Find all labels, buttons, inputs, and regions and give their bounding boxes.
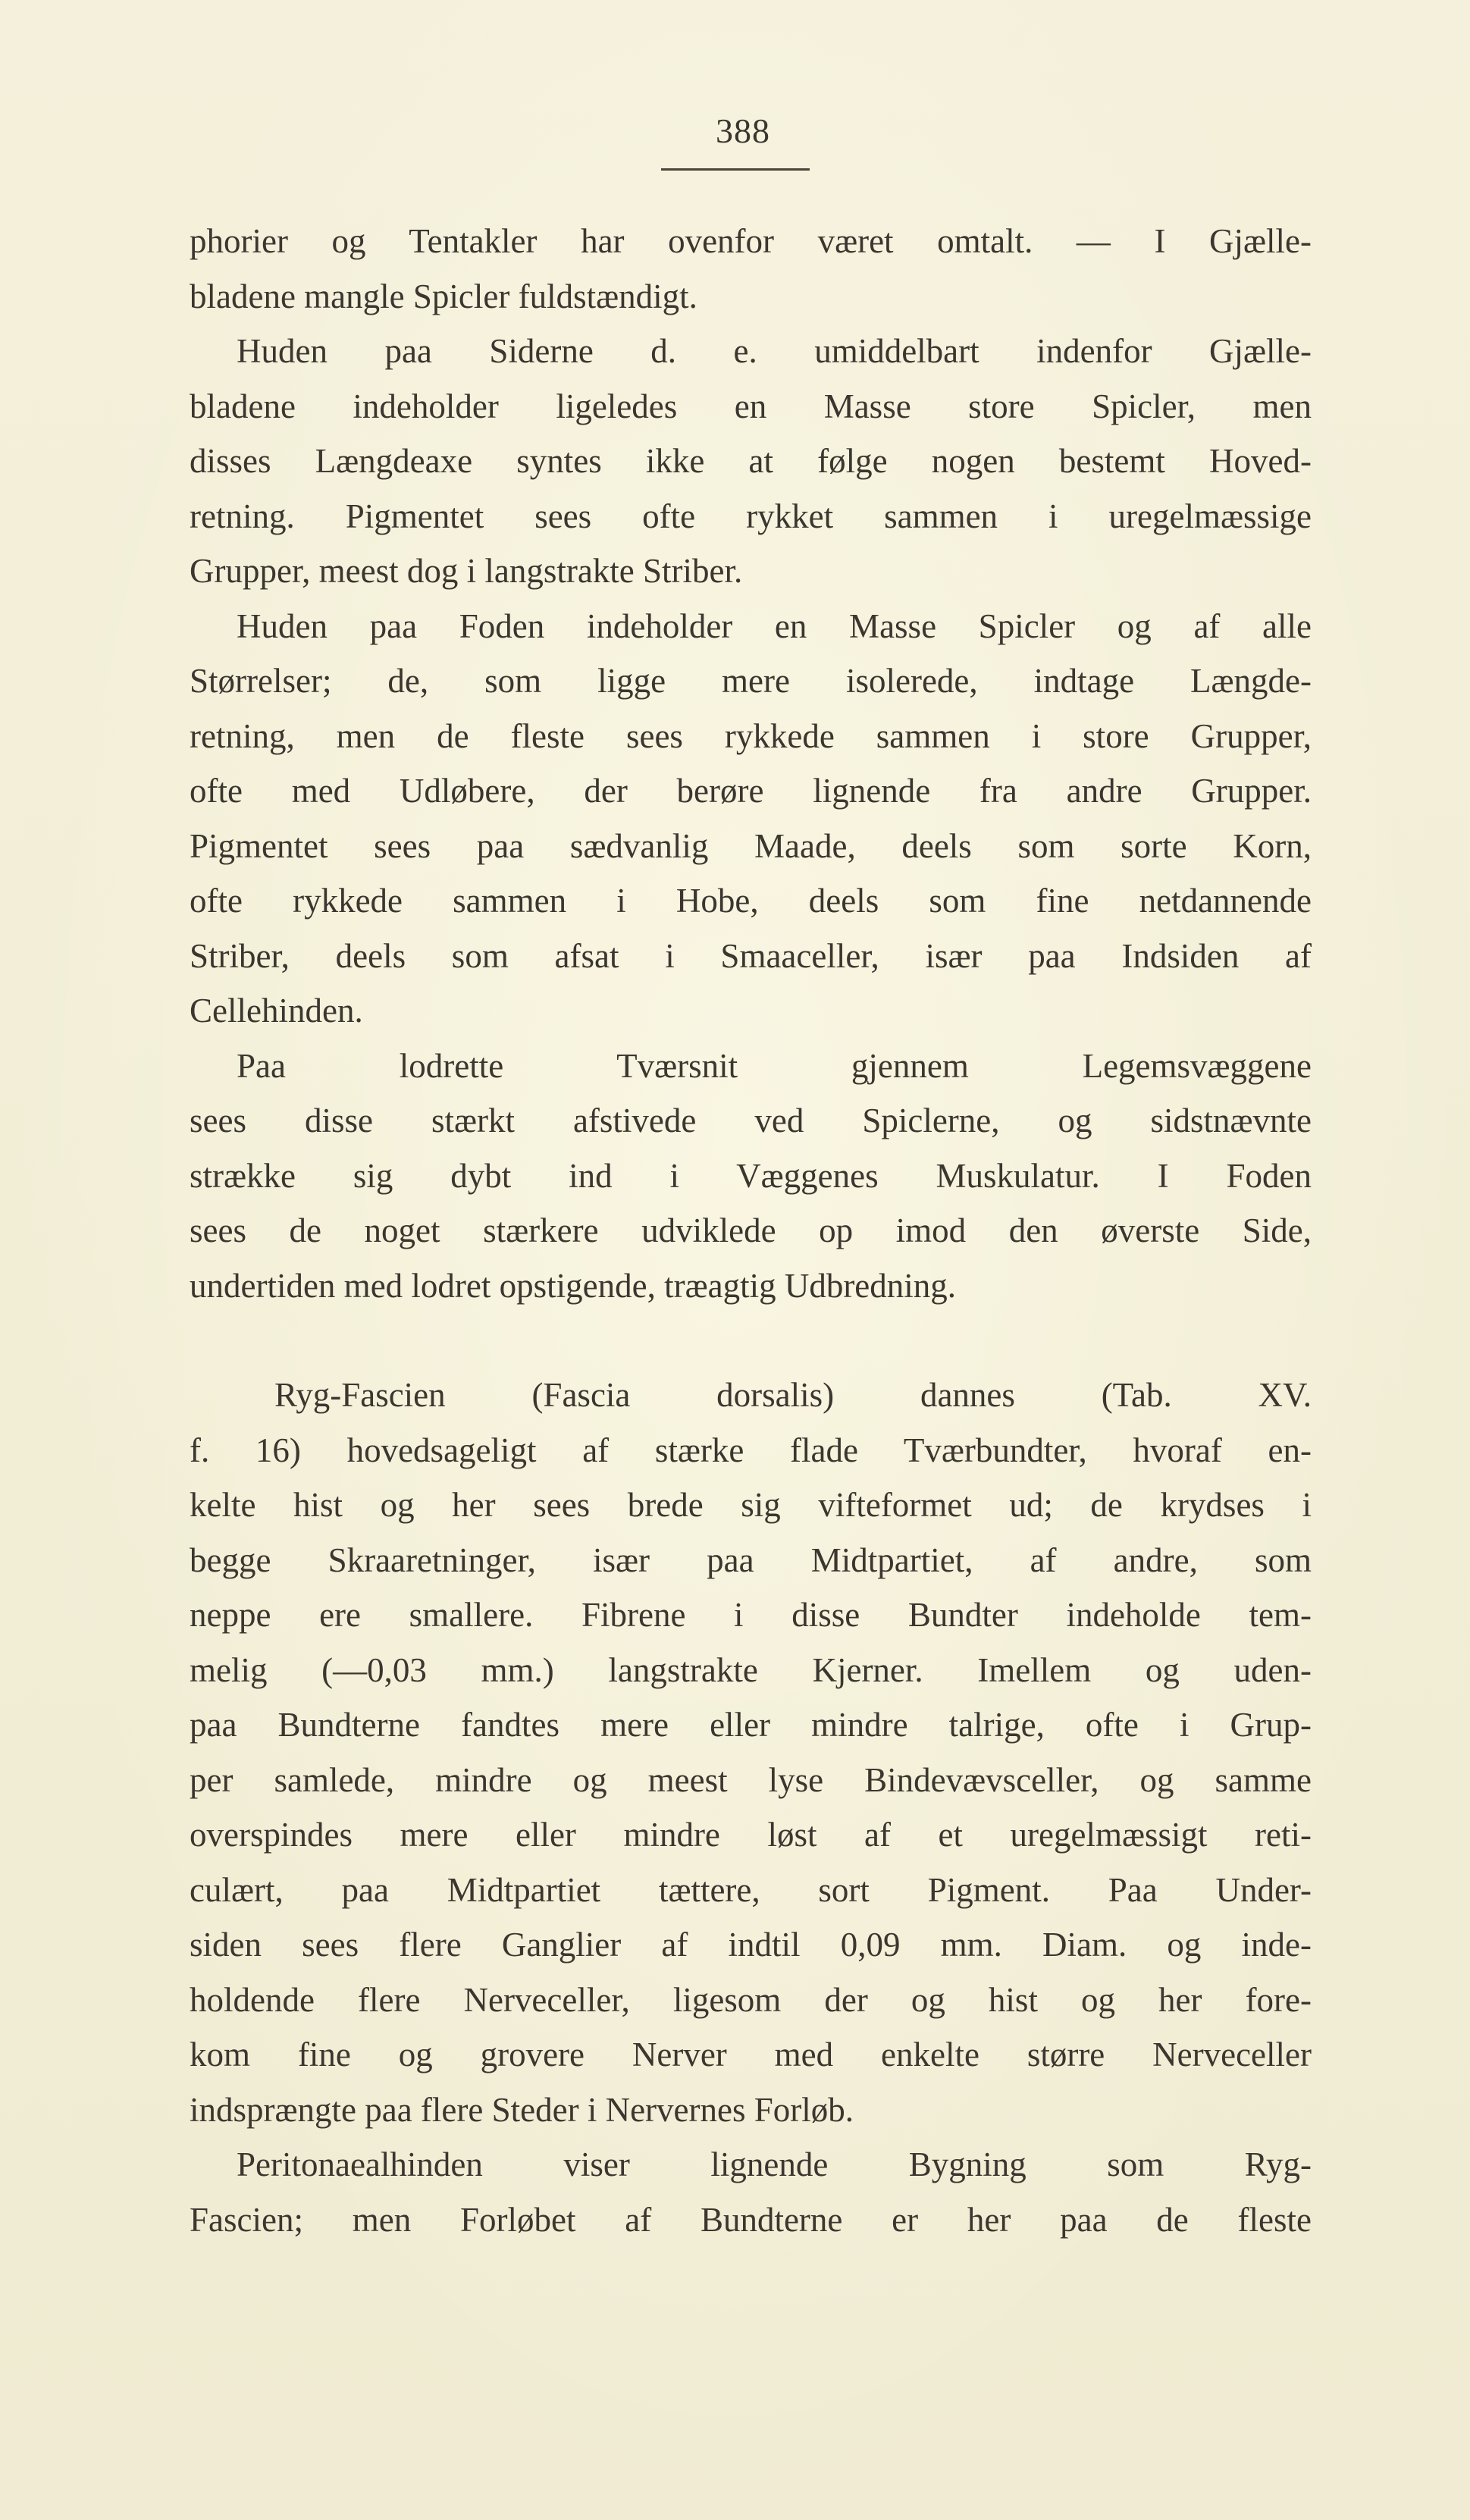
text-line: disses Længdeaxe syntes ikke at følge nogen bestemt Hoved- [190, 442, 1312, 480]
text-line: sees disse stærkt afstivede ved Spiclerne, og sidstnævnte [190, 1102, 1312, 1139]
text-line: overspindes mere eller mindre løst af et uregelmæssigt reti- [190, 1816, 1312, 1854]
text-line: begge Skraaretninger, især paa Midtpartiet, af andre, som [190, 1541, 1312, 1579]
text-line: siden sees flere Ganglier af indtil 0,09 mm. Diam. og inde- [190, 1926, 1312, 1964]
paragraph-gap [190, 1313, 1312, 1368]
text-line: Striber, deels som afsat i Smaaceller, især paa Indsiden af [190, 936, 1312, 975]
text-line: Ryg-Fascien (Fascia dorsalis) dannes (Tab. XV. [274, 1376, 1312, 1414]
text-line: holdende flere Nerveceller, ligesom der og hist og her fore- [190, 1980, 1312, 2019]
text-line: Cellehinden. [190, 992, 363, 1030]
text-line: ofte med Udløbere, der berøre lignende fra andre Grupper. [190, 772, 1312, 810]
text-line: Pigmentet sees paa sædvanlig Maade, deels som sorte Korn, [190, 826, 1312, 865]
text-line: Peritonaealhinden viser lignende Bygning som Ryg- [237, 2145, 1312, 2183]
text-line: Grupper, meest dog i langstrakte Striber. [190, 552, 743, 590]
text-line: melig (—0,03 mm.) langstrakte Kjerner. Imellem og uden- [190, 1650, 1312, 1689]
page-number: 388 [716, 111, 770, 150]
text-line: retning. Pigmentet sees ofte rykket sammen i uregelmæssige [190, 497, 1312, 535]
text-line: retning, men de fleste sees rykkede sammen i store Grupper, [190, 716, 1312, 755]
text-line: indsprængte paa flere Steder i Nervernes Forløb. [190, 2090, 854, 2129]
text-line: kom fine og grovere Nerver med enkelte større Nerveceller [190, 2036, 1312, 2073]
text-line: Paa lodrette Tværsnit gjennem Legemsvæggene [237, 1046, 1312, 1085]
text-line: Huden paa Foden indeholder en Masse Spicler og af alle [237, 606, 1312, 645]
text-line: sees de noget stærkere udviklede op imod den øverste Side, [190, 1211, 1312, 1249]
text-line: undertiden med lodret opstigende, træagtig Udbredning. [190, 1266, 957, 1305]
body-text [190, 214, 1312, 2247]
text-line: neppe ere smallere. Fibrene i disse Bundter indeholde tem- [190, 1596, 1312, 1634]
text-line: phorier og Tentakler har ovenfor været omtalt. — I Gjælle- [190, 222, 1312, 260]
text-line: bladene mangle Spicler fuldstændigt. [190, 277, 697, 315]
text-line: f. 16) hovedsageligt af stærke flade Tværbundter, hvoraf en- [190, 1431, 1312, 1469]
text-line: strække sig dybt ind i Væggenes Muskulatur. I Foden [190, 1156, 1312, 1195]
text-line: bladene indeholder ligeledes en Masse store Spicler, men [190, 387, 1312, 425]
text-line: Huden paa Siderne d. e. umiddelbart indenfor Gjælle- [237, 332, 1312, 370]
text-line: culært, paa Midtpartiet tættere, sort Pigment. Paa Under- [190, 1870, 1312, 1909]
page-number-rule [661, 168, 810, 171]
text-line: ofte rykkede sammen i Hobe, deels som fine netdannende [190, 882, 1312, 920]
text-line: per samlede, mindre og meest lyse Bindevævsceller, og samme [190, 1760, 1312, 1799]
text-line: Fascien; men Forløbet af Bundterne er her paa de fleste [190, 2200, 1312, 2239]
text-line: paa Bundterne fandtes mere eller mindre talrige, ofte i Grup- [190, 1706, 1312, 1744]
text-line: Størrelser; de, som ligge mere isolerede, indtage Længde- [190, 662, 1312, 700]
text-line: kelte hist og her sees brede sig vifteformet ud; de krydses i [190, 1486, 1312, 1524]
